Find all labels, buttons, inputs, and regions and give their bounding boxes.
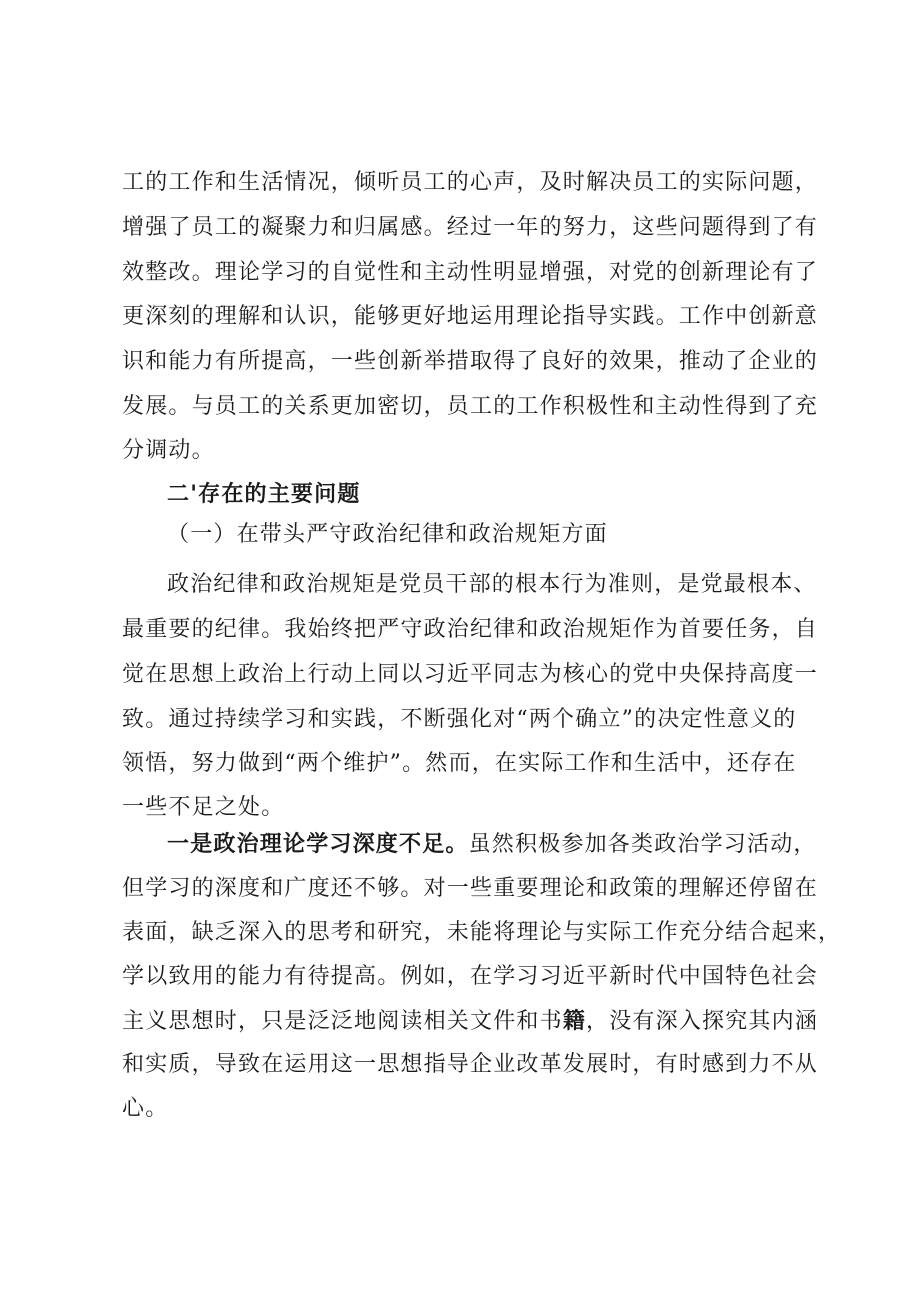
paragraph-1-line-1: 工的工作和生活情况，倾听员工的心声，及时解决员工的实际问题， [122, 170, 819, 195]
paragraph-1-line-4: 更深刻的理解和认识，能够更好地运用理论指导实践。工作中创新意 [122, 304, 819, 329]
paragraph-1-line-5: 识和能力有所提高，一些创新举措取得了良好的效果，推动了企业的 [122, 349, 819, 374]
paragraph-1-line-6: 发展。与员工的关系更加密切，员工的工作积极性和主动性得到了充 [122, 394, 819, 419]
paragraph-3-line-5 [122, 1008, 822, 1035]
paragraph-3-line-4: 学以致用的能力有待提高。例如，在学习习近平新时代中国特色社会 [122, 964, 819, 989]
paragraph-2-line-3: 觉在思想上政治上行动上同以习近平同志为核心的党中央保持高度一 [122, 662, 819, 687]
paragraph-2-line-5: 领悟，努力做到“两个维护”。然而，在实际工作和生活中，还存在 [122, 751, 797, 776]
paragraph-3-line-5-bold: 籍 [562, 1008, 587, 1034]
paragraph-3-line-5-before: 主义思想时，只是泛泛地阅读相关文件和书 [122, 1009, 563, 1034]
paragraph-3-line-6: 和实质，导致在运用这一思想指导企业改革发展时，有时感到力不从 [122, 1052, 819, 1077]
paragraph-2-line-4: 致。通过持续学习和实践，不断强化对“两个确立”的决定性意义的 [122, 707, 797, 732]
paragraph-1-line-3: 效整改。理论学习的自觉性和主动性明显增强，对党的创新理论有了 [122, 260, 819, 285]
paragraph-3-bold-lead: 一是政治理论学习深度不足。 [167, 831, 469, 857]
paragraph-2-line-6: 一些不足之处。 [122, 795, 285, 820]
paragraph-3-line-5-after: ，没有深入探究其内涵 [586, 1009, 819, 1034]
subsection-heading: （一）在带头严守政治纪律和政治规矩方面 [167, 522, 608, 547]
paragraph-1-line-7: 分调动。 [122, 438, 215, 463]
paragraph-3-line-1 [167, 831, 867, 858]
paragraph-3-line-7: 心。 [122, 1096, 169, 1121]
paragraph-1-line-2: 增强了员工的凝聚力和归属感。经过一年的努力，这些问题得到了有 [122, 215, 819, 240]
paragraph-3-line-3: 表面，缺乏深入的思考和研究，未能将理论与实际工作充分结合起来， [122, 920, 842, 945]
paragraph-2-line-1: 政治纪律和政治规矩是党员干部的根本行为准则，是党最根本、 [167, 572, 817, 597]
paragraph-2-line-2: 最重要的纪律。我始终把严守政治纪律和政治规矩作为首要任务，自 [122, 617, 819, 642]
section-heading: 二'存在的主要问题 [167, 481, 361, 507]
paragraph-3-line-1-rest: 虽然积极参加各类政治学习活动， [468, 832, 817, 857]
paragraph-3-line-2: 但学习的深度和广度还不够。对一些重要理论和政策的理解还停留在 [122, 876, 819, 901]
